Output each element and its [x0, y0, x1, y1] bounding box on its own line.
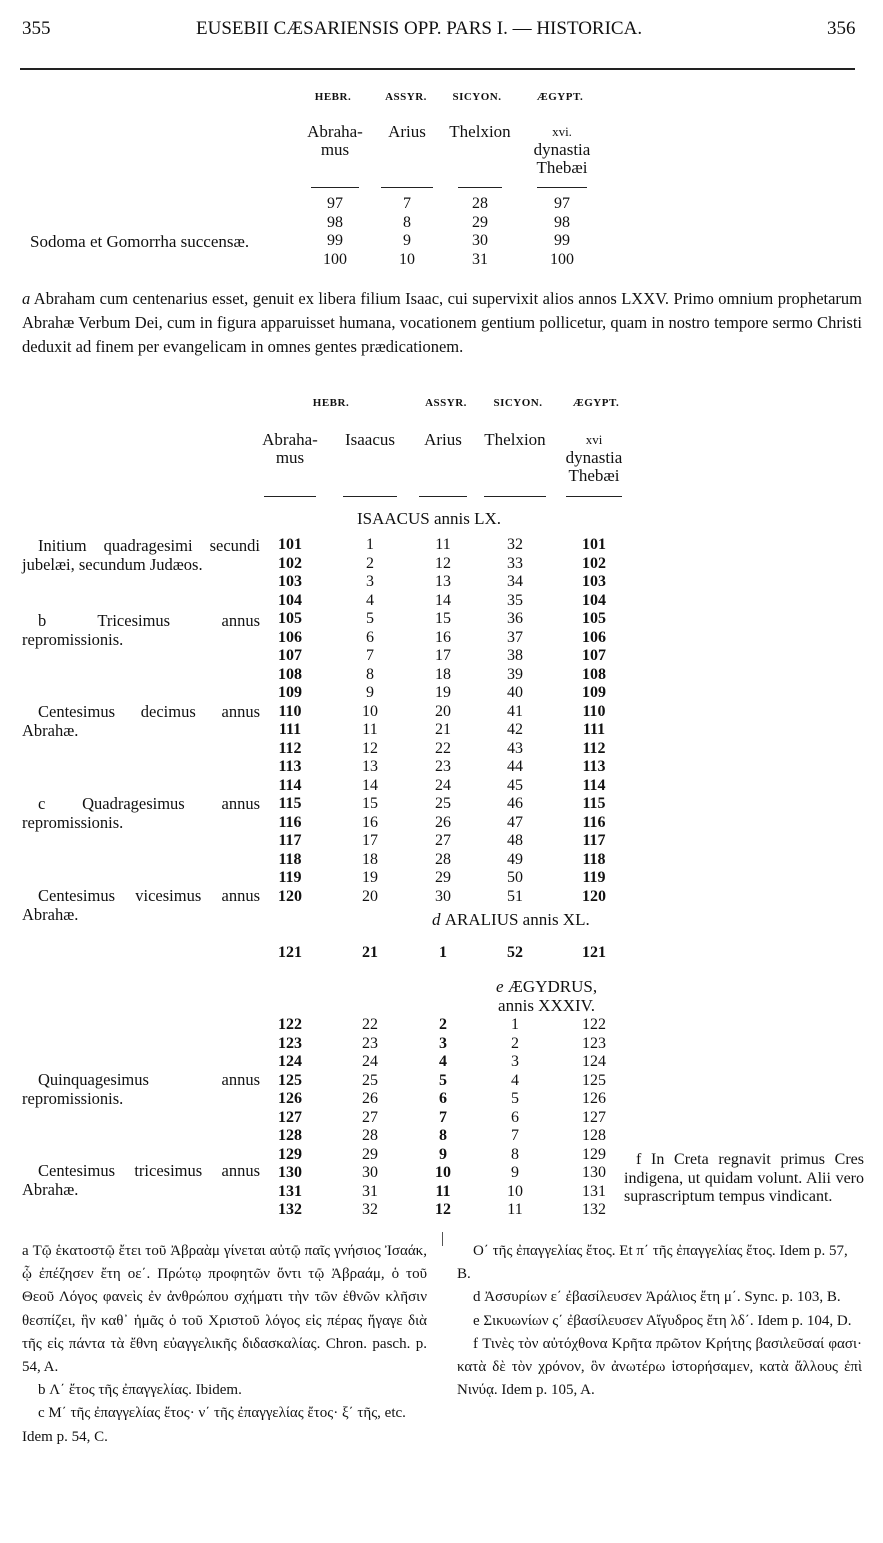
- table2-col-cell: 20: [362, 887, 378, 905]
- table2-col-cell: 117: [582, 832, 606, 849]
- table2-col-cell: 112: [278, 739, 302, 757]
- table1-heading: [512, 123, 612, 177]
- table2-col-cell: 9: [439, 1145, 447, 1163]
- table2-col-cell: 113: [582, 758, 606, 775]
- table2-col-cell: 30: [435, 887, 451, 905]
- table2-col-cell: 30: [362, 1164, 378, 1181]
- table2-col-cell: 132: [278, 1201, 302, 1218]
- footnote-b: b Λ΄ ἔτος τῆς ἐπαγγελίας. Ibidem.: [38, 1382, 242, 1399]
- table2-col-cell: 11: [435, 1182, 451, 1200]
- footnote-d: d Ἀσσυρίων ε΄ ἐβασίλευσεν Ἀράλιος ἔτη μ΄. Sync. p. 103, B.: [473, 1289, 841, 1306]
- table2-col-cell: 33: [507, 554, 523, 572]
- table2-col-cell: 18: [435, 665, 451, 683]
- table2-col-cell: 16: [362, 813, 378, 831]
- table2-col-cell: 5: [439, 1071, 447, 1089]
- side-note: Centesimus decimus annus Abrahæ.: [22, 702, 260, 740]
- table2-label: ASSYR.: [425, 397, 467, 409]
- heading-line: dynastia: [533, 140, 591, 159]
- table1-col: [310, 195, 360, 269]
- table2-col: [490, 1016, 540, 1220]
- table2-col-cell: 14: [435, 591, 451, 609]
- side-note: Centesimus tricesimus annus Abrahæ.: [22, 1161, 260, 1199]
- table2-col-cell: 21: [435, 721, 451, 738]
- table2-col-cell: 132: [582, 1201, 606, 1218]
- table1-rule: [537, 187, 587, 188]
- table2-col-cell: 110: [278, 702, 302, 720]
- table1-col-cell: 99: [554, 232, 570, 249]
- table2-col-cell: 107: [278, 647, 302, 664]
- table2-rule: [264, 496, 316, 497]
- table2-col: [418, 536, 468, 906]
- section-text: ÆGYDRUS,: [507, 977, 598, 996]
- table2-col-cell: 3: [366, 573, 374, 590]
- table2-col-cell: 120: [278, 887, 302, 905]
- table2-col-cell: 18: [362, 850, 378, 868]
- table2-col-cell: 26: [435, 813, 451, 831]
- table2-col-cell: 101: [582, 536, 606, 553]
- table2-col-cell: 8: [366, 665, 374, 683]
- table2-col-cell: 13: [435, 573, 451, 590]
- table2-col-cell: 8: [511, 1145, 519, 1163]
- table2-col-cell: 26: [362, 1090, 378, 1107]
- table2-col-cell: 5: [511, 1090, 519, 1107]
- table2-col-cell: 19: [362, 869, 378, 886]
- table1-rule: [311, 187, 359, 188]
- row-121-cell: 121: [278, 944, 302, 961]
- table2-col-cell: 111: [278, 721, 302, 738]
- table2-col-cell: 118: [278, 850, 302, 868]
- table2-col-cell: 104: [278, 591, 302, 609]
- table2-col-cell: 102: [582, 554, 606, 572]
- table2-col-cell: 131: [278, 1182, 302, 1200]
- table2-col-cell: 27: [435, 832, 451, 849]
- table2-rule: [419, 496, 467, 497]
- section-line: [496, 977, 597, 996]
- table1-col-cell: 100: [323, 250, 347, 268]
- table2-col-cell: 51: [507, 887, 523, 905]
- table2-col-cell: 119: [582, 869, 606, 886]
- table2-col-cell: 120: [582, 887, 606, 905]
- table2-col-cell: 13: [362, 758, 378, 775]
- table1-label: HEBR.: [314, 91, 352, 103]
- table2-col-cell: 47: [507, 813, 523, 831]
- table1-col: [382, 195, 432, 269]
- table2-col-cell: 129: [278, 1145, 302, 1163]
- table2-col-cell: 45: [507, 776, 523, 794]
- table2-col-cell: 22: [362, 1016, 378, 1033]
- table2-col-cell: 110: [582, 702, 606, 720]
- table2-col-cell: 39: [507, 665, 523, 683]
- paragraph-a: [22, 287, 862, 359]
- table2-col-cell: 35: [507, 591, 523, 609]
- table1-rule: [458, 187, 502, 188]
- table1-col-cell: 10: [399, 250, 415, 268]
- table2-col: [569, 536, 619, 906]
- table2-col-cell: 20: [435, 702, 451, 720]
- footnotes-left: [22, 1240, 427, 1449]
- page-number-left: 355: [22, 18, 51, 39]
- footnote-f: f Τινὲς τὸν αὐτόχθονα Κρῆτα πρῶτον Κρήτης βασιλεῦσαί φασι· κατὰ δὲ τὸν χρόνον, ὃν ἀνωτέρω ἱστορήσαμεν, κατὰ ἄλλους ἐπὶ Νινύᾳ. Idem p. 105, A.: [457, 1335, 862, 1399]
- table2-col-cell: 125: [278, 1071, 302, 1089]
- table2-label: HEBR.: [312, 397, 350, 409]
- table1-col-cell: 29: [472, 213, 488, 231]
- table2-col-cell: 102: [278, 554, 302, 572]
- table2-col-cell: 7: [366, 647, 374, 664]
- table2-col-cell: 4: [439, 1053, 447, 1070]
- side-note: b Tricesimus annus repromissionis.: [22, 611, 260, 649]
- table2-col-cell: 123: [582, 1034, 606, 1052]
- paragraph-text: Abraham cum centenarius esset, genuit ex libera filium Isaac, cui supervixit alios annos LXXV. Primo omnium prophetarum Abrahæ Verbum Dei, cum in figura apparuisset humana, vocationem gentium pollicetur, quam in nostro tempore sermo Christi deduxit ad finem per evangelicam in omnes gentes prædicationem.: [22, 289, 863, 356]
- footnote-e: e Σικυωνίων ς΄ ἐβασίλευσεν Αἴγυδρος ἔτη λδ΄. Idem p. 104, D.: [473, 1312, 852, 1329]
- table1-col-cell: 9: [403, 232, 411, 249]
- table2-col: [490, 536, 540, 906]
- table2-col-cell: 105: [278, 610, 302, 627]
- row-121-cell: 1: [439, 944, 447, 961]
- table2-col-cell: 28: [362, 1127, 378, 1144]
- table2-col-cell: 124: [278, 1053, 302, 1070]
- table2-col-cell: 112: [582, 739, 606, 757]
- table2-col-cell: 113: [278, 758, 302, 775]
- table2-col-cell: 109: [278, 684, 302, 701]
- table2-col-cell: 114: [582, 776, 606, 794]
- table2-col-cell: 130: [582, 1164, 606, 1181]
- table2-col-cell: 6: [366, 628, 374, 646]
- table2-col-cell: 126: [278, 1090, 302, 1107]
- table1-col-cell: 31: [472, 250, 488, 268]
- table2-col-cell: 114: [278, 776, 302, 794]
- table2-col-cell: 5: [366, 610, 374, 627]
- table2-col: [569, 1016, 619, 1220]
- table2-col-cell: 34: [507, 573, 523, 590]
- table2-col-cell: 36: [507, 610, 523, 627]
- table2-col-cell: 128: [582, 1127, 606, 1144]
- table2-col-cell: 115: [582, 795, 606, 812]
- heading-line: Isaacus: [344, 430, 396, 449]
- table2-col-cell: 15: [362, 795, 378, 812]
- table2-col-cell: 42: [507, 721, 523, 738]
- table2-col-cell: 2: [366, 554, 374, 572]
- table2-col-cell: 4: [366, 591, 374, 609]
- table2-col-cell: 122: [278, 1016, 302, 1033]
- table2-col-cell: 11: [507, 1201, 523, 1218]
- table2-col-cell: 12: [435, 554, 451, 572]
- table2-col-cell: 2: [439, 1016, 447, 1033]
- table2-col-cell: 29: [362, 1145, 378, 1163]
- section-isaacus: ISAACUS annis LX.: [357, 509, 502, 528]
- table2-col-cell: 1: [511, 1016, 519, 1033]
- table2-col-cell: 131: [582, 1182, 606, 1200]
- table2-col-cell: 107: [582, 647, 606, 664]
- table2-col-cell: 29: [435, 869, 451, 886]
- table2-col: [265, 1016, 315, 1220]
- table2-col-cell: 9: [511, 1164, 519, 1181]
- table2-col-cell: 108: [582, 665, 606, 683]
- table2-col: [265, 536, 315, 906]
- table2-col-cell: 12: [362, 739, 378, 757]
- right-note: f In Creta regnavit primus Cres indigena, ut quidam volunt. Alii vero suprascriptum tempus vindicant.: [624, 1151, 864, 1205]
- table2-col-cell: 15: [435, 610, 451, 627]
- table2-col-cell: 10: [435, 1164, 451, 1181]
- table2-label: SICYON.: [493, 397, 543, 409]
- table2-col-cell: 118: [582, 850, 606, 868]
- table2-col-cell: 116: [582, 813, 606, 831]
- section-aralius: [432, 910, 590, 930]
- section-marker: d: [432, 910, 445, 929]
- heading-line: Thelxion: [449, 122, 511, 141]
- table1-label: SICYON.: [452, 91, 502, 103]
- table2-col-cell: 116: [278, 813, 302, 831]
- heading-line: Abraha-: [262, 430, 318, 449]
- row-121-cell: 121: [582, 944, 606, 961]
- row-121-cell: 21: [362, 944, 378, 961]
- heading-line: mus: [320, 140, 350, 159]
- table2-rule: [566, 496, 622, 497]
- footnote-divider: [442, 1232, 445, 1246]
- table2-col-cell: 3: [511, 1053, 519, 1070]
- table2-col-cell: 7: [511, 1127, 519, 1144]
- table2-col-cell: 40: [507, 684, 523, 701]
- footnote-a: a Τῷ ἑκατοστῷ ἔτει τοῦ Ἀβραὰμ γίνεται αὐτῷ παῖς γνήσιος Ἰσαάκ, ᾧ ἐπέζησεν ἔτη οε΄. Πρώτῳ προφητῶν ὄντι τῷ Ἀβραάμ, ὁ τοῦ Θεοῦ Λόγος φανεὶς ἐν ἀνθρώπου σχήματι τὴν τῶν ἐθνῶν κλῆσιν θεσπίζει, ἣν καθ᾽ ἡμᾶς ὁ τοῦ Χριστοῦ λόγος εἰς πέρας ἤγαγε διὰ τῆς εἰς πάντα τὰ ἔθνη εὐαγγελικῆς διδασκαλίας. Chron. pasch. p. 54, A.: [22, 1243, 427, 1376]
- side-note: Centesimus vicesimus annus Abrahæ.: [22, 886, 260, 924]
- table1-label: ASSYR.: [385, 91, 427, 103]
- table2-col-cell: 24: [362, 1053, 378, 1070]
- table1-col-cell: 8: [403, 213, 411, 231]
- table1-rule: [381, 187, 433, 188]
- table2-col-cell: 44: [507, 758, 523, 775]
- table2-col-cell: 10: [362, 702, 378, 720]
- table2-col-cell: 115: [278, 795, 302, 812]
- section-marker: e: [496, 977, 508, 996]
- table1-col-cell: 97: [327, 195, 343, 212]
- table2-col-cell: 49: [507, 850, 523, 868]
- table2-col-cell: 6: [439, 1090, 447, 1107]
- page-number-right: 356: [827, 18, 856, 39]
- table2-col-cell: 9: [366, 684, 374, 701]
- table2-col-cell: 17: [435, 647, 451, 664]
- table2-col-cell: 117: [278, 832, 302, 849]
- table2-col-cell: 19: [435, 684, 451, 701]
- table2-col-cell: 123: [278, 1034, 302, 1052]
- table2-col-cell: 4: [511, 1071, 519, 1089]
- table1-side-note: Sodoma et Gomorrha succensæ.: [30, 232, 250, 251]
- table2-col-cell: 43: [507, 739, 523, 757]
- heading-line: Thebæi: [536, 158, 588, 177]
- table1-col: [455, 195, 505, 269]
- table1-col-cell: 100: [550, 250, 574, 268]
- side-note: Quinquagesimus annus repromissionis.: [22, 1070, 260, 1108]
- table2-col-cell: 14: [362, 776, 378, 794]
- table1-col-cell: 98: [554, 213, 570, 231]
- table2-col-cell: 127: [278, 1108, 302, 1126]
- table2-label: ÆGYPT.: [572, 397, 620, 409]
- table2-col-cell: 38: [507, 647, 523, 664]
- table2-col-cell: 106: [278, 628, 302, 646]
- table2-col-cell: 8: [439, 1127, 447, 1144]
- table2-col-cell: 103: [582, 573, 606, 590]
- table2-col-cell: 125: [582, 1071, 606, 1089]
- note-marker: a: [22, 289, 31, 308]
- table1-col-cell: 98: [327, 213, 343, 231]
- heading-line: Thelxion: [484, 430, 546, 449]
- table2-col-cell: 103: [278, 573, 302, 590]
- table2-heading: [544, 431, 644, 485]
- section-line: annis XXXIV.: [498, 996, 596, 1015]
- table2-col-cell: 101: [278, 536, 302, 553]
- table2-col-cell: 104: [582, 591, 606, 609]
- table2-col-cell: 1: [366, 536, 374, 553]
- table2-col-cell: 124: [582, 1053, 606, 1070]
- side-note: Initium quadragesimi secundi jubelæi, secundum Judæos.: [22, 536, 260, 574]
- table2-col-cell: 7: [439, 1108, 447, 1126]
- footnote-o: Ο΄ τῆς ἐπαγγελίας ἔτος. Et π΄ τῆς ἐπαγγελίας ἔτος. Idem p. 57, B.: [457, 1243, 848, 1283]
- table2-col-cell: 41: [507, 702, 523, 720]
- table2-col-cell: 23: [435, 758, 451, 775]
- table2-col-cell: 106: [582, 628, 606, 646]
- table2-col-cell: 127: [582, 1108, 606, 1126]
- table2-col-cell: 111: [582, 721, 606, 738]
- table2-col-cell: 25: [435, 795, 451, 812]
- table2-col-cell: 12: [435, 1201, 451, 1218]
- side-note: c Quadragesimus annus repromissionis.: [22, 794, 260, 832]
- row-121-cell: 52: [507, 944, 523, 961]
- table2-col-cell: 11: [362, 721, 378, 738]
- heading-line: xvi.: [552, 124, 572, 139]
- heading-line: xvi: [585, 432, 603, 447]
- footnotes-right: [457, 1240, 862, 1402]
- table1-label: ÆGYPT.: [536, 91, 584, 103]
- table2-col-cell: 46: [507, 795, 523, 812]
- table2-col-cell: 32: [507, 536, 523, 553]
- table2-col-cell: 128: [278, 1127, 302, 1144]
- table2-col-cell: 50: [507, 869, 523, 886]
- table2-col-cell: 10: [507, 1182, 523, 1200]
- table2-col-cell: 28: [435, 850, 451, 868]
- table2-col-cell: 105: [582, 610, 606, 627]
- table1-col-cell: 28: [472, 195, 488, 212]
- table1-col-cell: 99: [327, 232, 343, 249]
- table2-col-cell: 3: [439, 1034, 447, 1052]
- table2-col-cell: 37: [507, 628, 523, 646]
- table2-col-cell: 27: [362, 1108, 378, 1126]
- table2-col-cell: 31: [362, 1182, 378, 1200]
- table2-col-cell: 129: [582, 1145, 606, 1163]
- table1-col: [537, 195, 587, 269]
- section-aegydrus: [496, 977, 597, 1015]
- section-text: ARALIUS annis XL.: [444, 910, 590, 929]
- table2-col-cell: 108: [278, 665, 302, 683]
- heading-line: Abraha-: [307, 122, 363, 141]
- table2-col-cell: 122: [582, 1016, 606, 1033]
- table2-col-cell: 11: [435, 536, 451, 553]
- table2-col-cell: 119: [278, 869, 302, 886]
- header-rule: [20, 68, 855, 70]
- table2-col: [345, 536, 395, 906]
- table2-rule: [484, 496, 546, 497]
- table2-col-cell: 22: [435, 739, 451, 757]
- table2-col-cell: 2: [511, 1034, 519, 1052]
- table2-col-cell: 109: [582, 684, 606, 701]
- heading-line: Arius: [388, 122, 426, 141]
- heading-line: dynastia: [565, 448, 623, 467]
- table2-col-cell: 17: [362, 832, 378, 849]
- table1-col-cell: 7: [403, 195, 411, 212]
- table2-col-cell: 24: [435, 776, 451, 794]
- footnote-c: c Μ΄ τῆς ἐπαγγελίας ἔτος· ν΄ τῆς ἐπαγγελίας ἔτος· ξ΄ τῆς, etc. Idem p. 54, C.: [22, 1405, 406, 1445]
- table2-col-cell: 25: [362, 1071, 378, 1089]
- table2-col-cell: 32: [362, 1201, 378, 1218]
- table2-col-cell: 48: [507, 832, 523, 849]
- table2-col-cell: 130: [278, 1164, 302, 1181]
- heading-line: mus: [275, 448, 305, 467]
- table1-col-cell: 97: [554, 195, 570, 212]
- table2-col: [345, 1016, 395, 1220]
- table2-col-cell: 126: [582, 1090, 606, 1107]
- running-title: EUSEBII CÆSARIENSIS OPP. PARS I. — HISTORICA.: [196, 18, 643, 39]
- table2-col: [418, 1016, 468, 1220]
- table2-col-cell: 23: [362, 1034, 378, 1052]
- table2-rule: [343, 496, 397, 497]
- table1-col-cell: 30: [472, 232, 488, 249]
- heading-line: Thebæi: [568, 466, 620, 485]
- table2-col-cell: 6: [511, 1108, 519, 1126]
- heading-line: Arius: [424, 430, 462, 449]
- table2-col-cell: 16: [435, 628, 451, 646]
